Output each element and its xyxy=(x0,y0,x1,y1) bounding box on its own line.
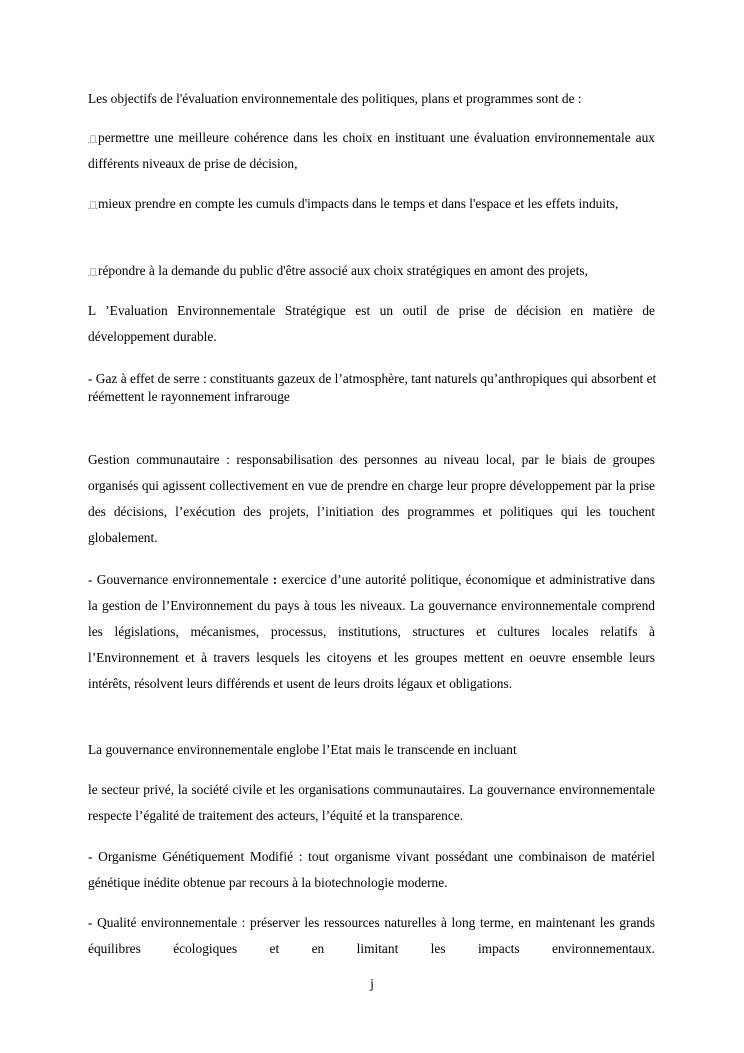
bullet-glyph-icon xyxy=(88,132,97,143)
governance-definition: exercice d’une autorité politique, économique et administrative dans la gestion de l’Environnement du pays à tous les niveaux. La gouvernance environnementale comprend les législations, mécanismes, processus, institutions, structures et cultures locales relatifs à l’Environnement et à travers lesquels les citoyens et les groupes mettent en oeuvre ensemble leurs intérêts, résolvent leurs différends et usent de leurs droits légaux et obligations. xyxy=(88,572,656,691)
governance-colon: : xyxy=(272,572,278,587)
paragraph-objectives-intro: Les objectifs de l'évaluation environnementale des politiques, plans et programmes sont de : xyxy=(88,91,582,106)
paragraph-governance-scope: La gouvernance environnementale englobe l’Etat mais le transcende en incluant xyxy=(88,742,517,757)
bullet-item-coherence xyxy=(88,125,655,177)
paragraph-gmo: - Organisme Génétiquement Modifié : tout organisme vivant possédant une combinaison de matériel génétique inédite obtenue par recours à la biotechnologie moderne. xyxy=(88,849,655,890)
bullet-text: permettre une meilleure cohérence dans les choix en instituant une évaluation environnementale aux différents niveaux de prise de décision, xyxy=(88,130,655,171)
bullet-text: mieux prendre en compte les cumuls d'impacts dans le temps et dans l'espace et les effets induits, xyxy=(98,196,619,211)
bullet-text: répondre à la demande du public d'être associé aux choix stratégiques en amont des projets, xyxy=(98,263,588,278)
paragraph-greenhouse-gas: - Gaz à effet de serre : constituants gazeux de l’atmosphère, tant naturels qu’anthropiques qui absorbent et réémettent le rayonnement infrarouge xyxy=(88,371,657,404)
page-number: j xyxy=(370,976,374,991)
paragraph-environmental-quality: - Qualité environnementale : préserver les ressources naturelles à long terme, en maintenant les grands équilibres écologiques et en limitant les impacts environnementaux. xyxy=(88,915,655,956)
paragraph-community-management: Gestion communautaire : responsabilisation des personnes au niveau local, par le biais de groupes organisés qui agissent collectivement en vue de prendre en charge leur propre développement par la prise des décisions, l’exécution des projets, l’initiation des programmes et politiques qui les touchent globalement. xyxy=(88,452,655,545)
bullet-item-public-demand xyxy=(88,258,655,284)
governance-term: - Gouvernance environnementale xyxy=(88,572,273,587)
paragraph-governance-actors: le secteur privé, la société civile et les organisations communautaires. La gouvernance environnementale respecte l’égalité de traitement des acteurs, l’équité et la transparence. xyxy=(88,782,655,823)
paragraph-environmental-governance xyxy=(88,567,655,697)
paragraph-ees-definition: L ’Evaluation Environnementale Stratégique est un outil de prise de décision en matière de développement durable. xyxy=(88,303,655,344)
bullet-item-cumulative-impacts xyxy=(88,191,655,217)
bullet-glyph-icon xyxy=(88,198,97,209)
bullet-glyph-icon xyxy=(88,265,97,276)
